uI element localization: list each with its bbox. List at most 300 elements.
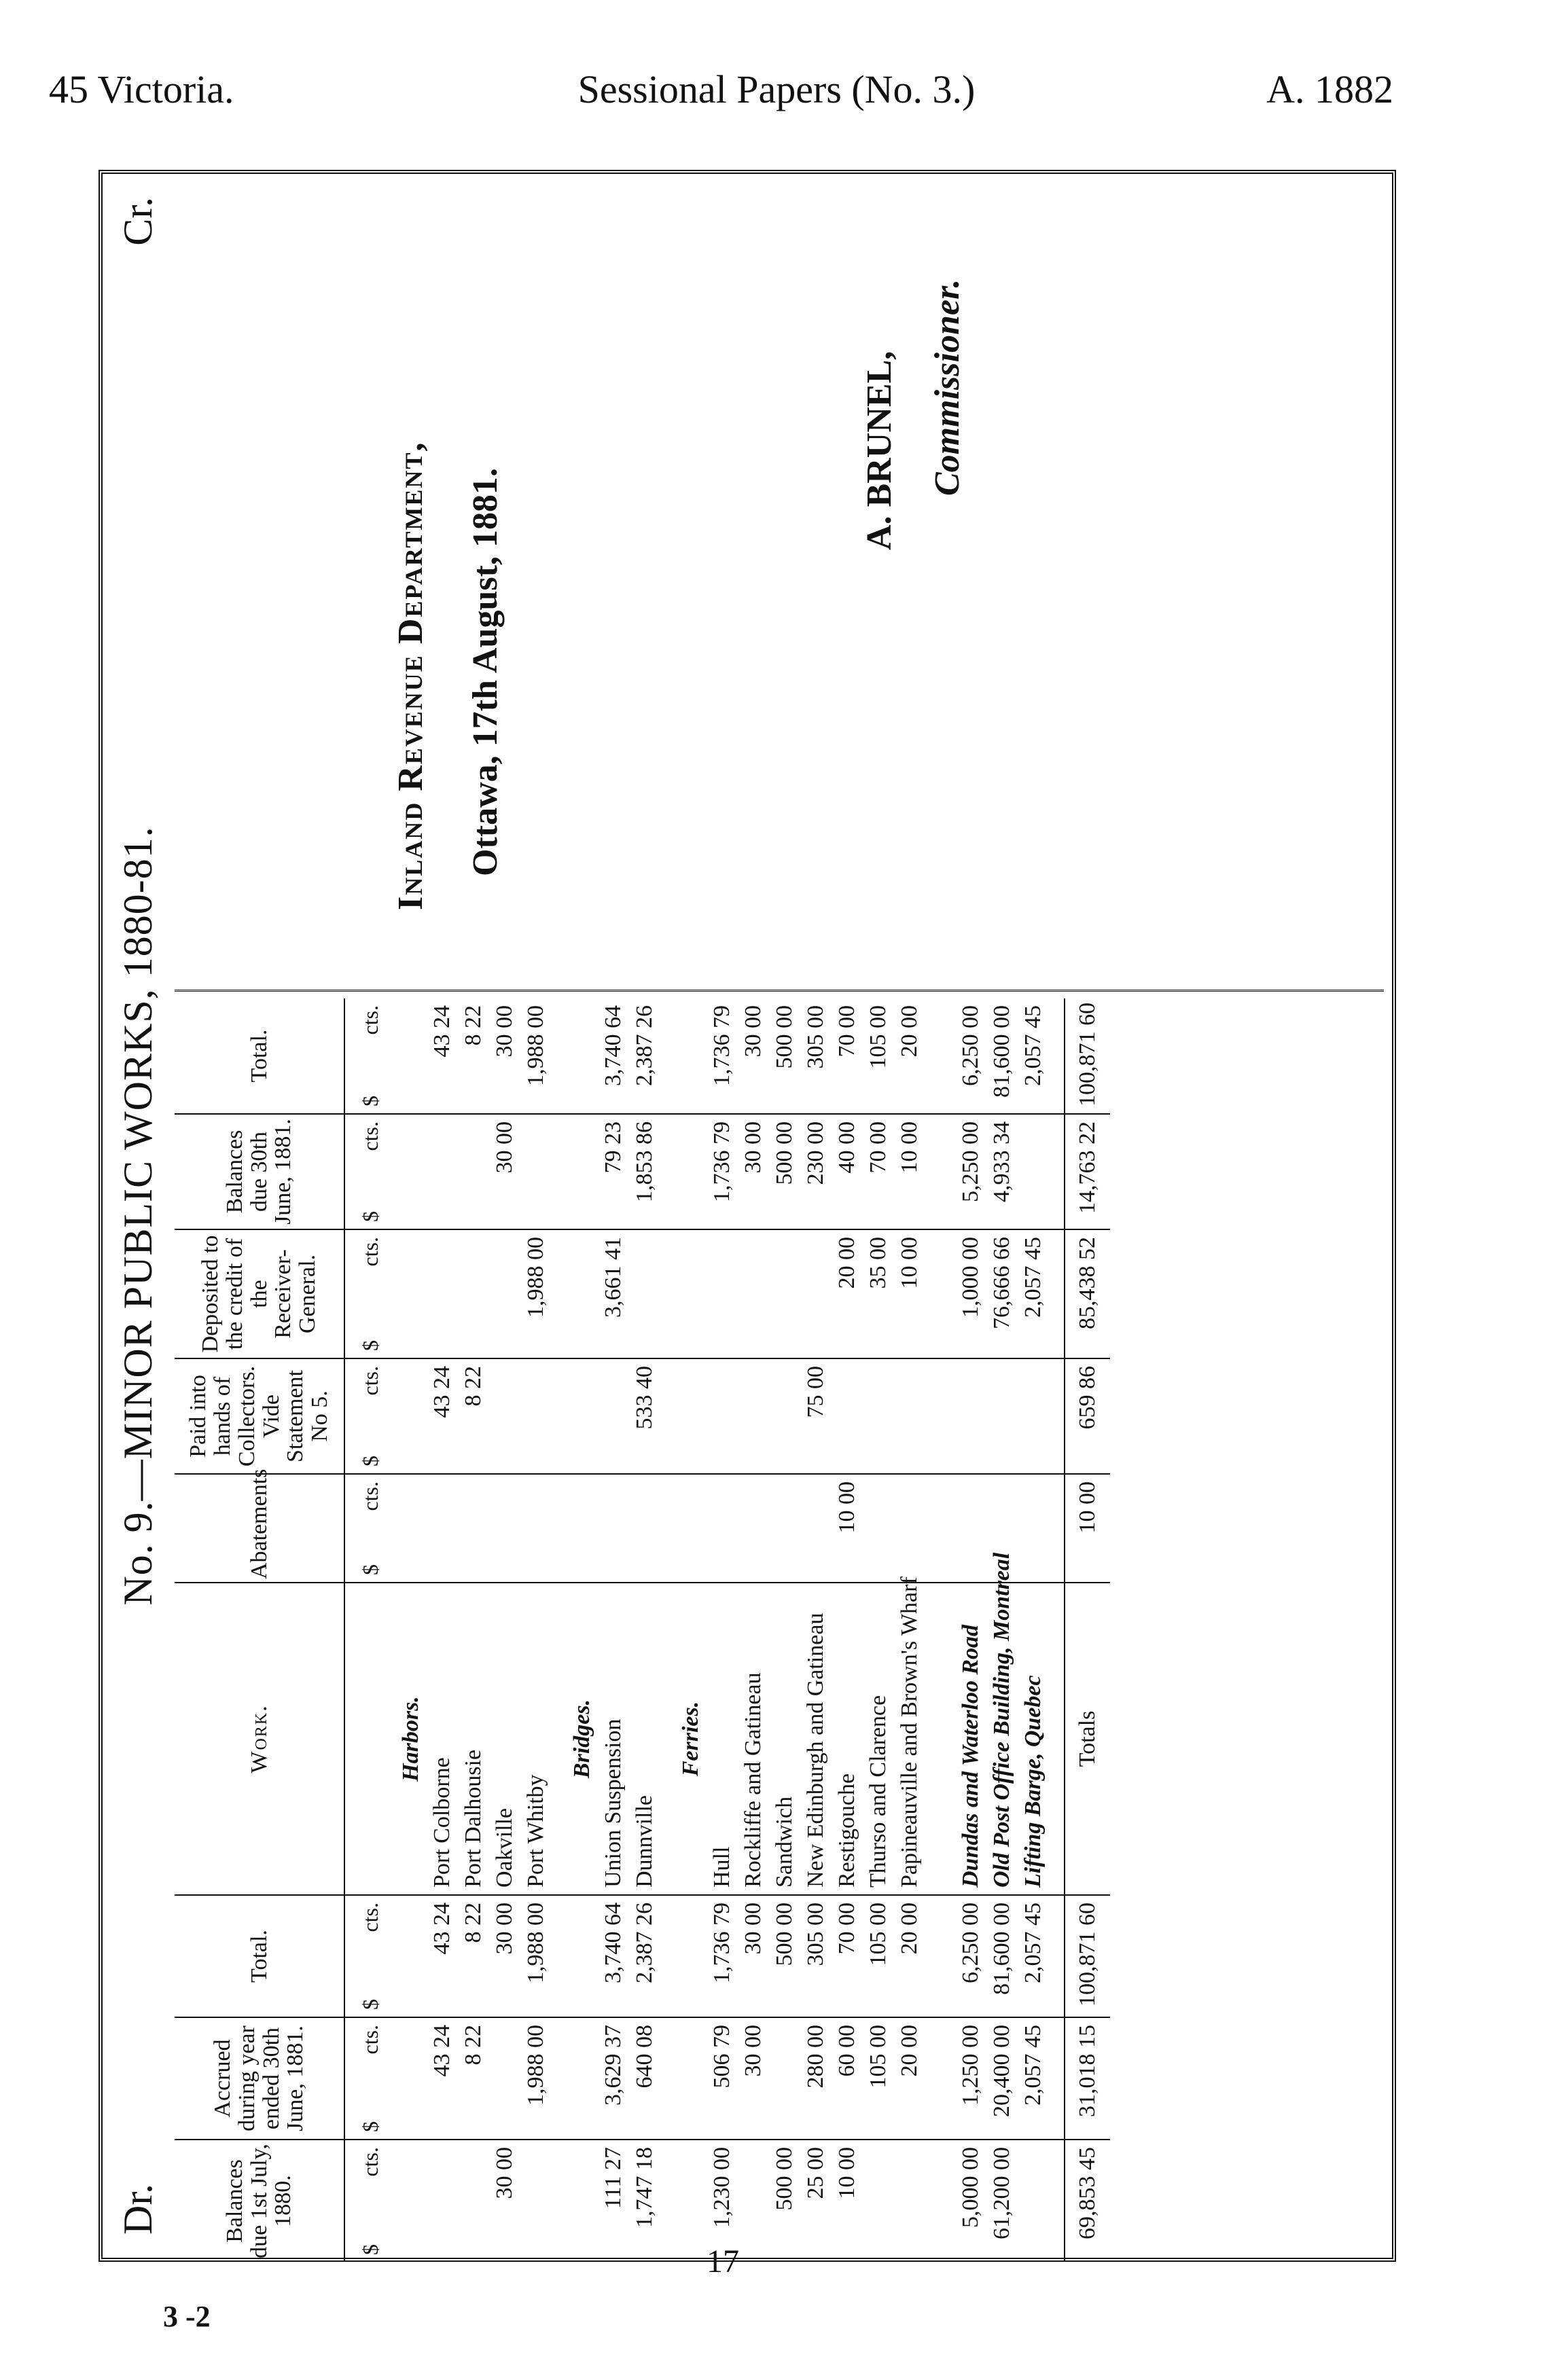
amount-bal1 <box>1018 2140 1049 2262</box>
amount-deposited: 76,666 66 <box>986 1229 1018 1358</box>
amount-accrued: 3,629 37 <box>598 2017 629 2140</box>
work-name: Thurso and Clarence <box>863 1583 894 1895</box>
amount-paid: 43 24 <box>427 1358 458 1474</box>
amount-total1: 500 00 <box>769 1895 800 2017</box>
amount-total2: 81,600 00 <box>989 1005 1014 1098</box>
work-name: Old Post Office Building, Montreal <box>986 1583 1018 1895</box>
work-name: Lifting Barge, Quebec <box>1018 1583 1049 1895</box>
empty-cell <box>552 1114 567 1229</box>
table-row <box>894 998 925 2262</box>
empty-cell <box>395 1474 427 1583</box>
empty-cell <box>395 2017 427 2140</box>
col-balances-30june: Balances due 30th June, 1881. <box>175 1114 344 1229</box>
empty-cell <box>567 1114 598 1229</box>
amount-deposited: 1,988 00 <box>520 1229 552 1358</box>
empty-cell <box>675 2140 707 2262</box>
empty-cell <box>675 998 707 1114</box>
empty-cell <box>1049 2017 1065 2140</box>
empty-cell <box>925 1114 940 1229</box>
empty-cell <box>940 1114 955 1229</box>
amount-total1: 2,057 45 <box>1018 1895 1049 2017</box>
amount-abat <box>738 1474 769 1583</box>
amount-total2: 8 22 <box>461 1005 486 1046</box>
empty-cell <box>675 1229 707 1358</box>
amount-abat <box>863 1474 894 1583</box>
work-name: Union Suspension <box>598 1583 629 1895</box>
work-name: Dunnville <box>629 1583 660 1895</box>
amount-deposited: 2,057 45 <box>1018 1229 1049 1358</box>
amount-total1: 105 00 <box>863 1895 894 2017</box>
units-cell <box>344 998 395 1114</box>
units-cell <box>344 1114 395 1229</box>
amount-bal1: 5,000 00 <box>955 2140 986 2262</box>
empty-cell <box>940 2140 955 2262</box>
amount-total2: 30 00 <box>740 1005 766 1058</box>
amount-accrued: 20,400 00 <box>986 2017 1018 2140</box>
amount-bal1: 500 00 <box>769 2140 800 2262</box>
work-name: New Edinburgh and Gatineau <box>800 1583 832 1895</box>
amount-total2: 500 00 <box>772 1005 797 1069</box>
amount-bal2: 5,250 00 <box>955 1114 986 1229</box>
empty-cell <box>925 1474 940 1583</box>
units-cell <box>344 1895 395 2017</box>
totals-row <box>1065 998 1110 2262</box>
empty-cell <box>940 1583 955 1895</box>
table-row <box>458 998 489 2262</box>
amount-bal2 <box>427 1114 458 1229</box>
amount-abat <box>800 1474 832 1583</box>
amount-paid: 8 22 <box>458 1358 489 1474</box>
section-heading: Harbors. <box>395 1583 427 1895</box>
amount-abat <box>707 1474 738 1583</box>
empty-cell <box>552 1358 567 1474</box>
amount-accrued: 2,057 45 <box>1018 2017 1049 2140</box>
signatory-name: A. BRUNEL, <box>860 350 899 550</box>
dollar-unit: $ <box>357 1456 382 1466</box>
col-total-cr: Total. <box>175 998 344 1114</box>
amount-deposited <box>629 1229 660 1358</box>
empty-cell <box>940 1229 955 1358</box>
dollar-unit: $ <box>357 1564 382 1575</box>
col-work: Work. <box>175 1583 344 1895</box>
amount-total2: 2,387 26 <box>632 1005 657 1086</box>
col-paid-collectors: Paid into hands of Collectors. Vide Statement No 5. <box>175 1358 344 1474</box>
units-row <box>344 998 395 2262</box>
amount-accrued: 43 24 <box>427 2017 458 2140</box>
amount-total1: 20 00 <box>894 1895 925 2017</box>
amount-total2: 105 00 <box>865 1005 891 1069</box>
amount-paid <box>769 1358 800 1474</box>
amount-bal1 <box>738 2140 769 2262</box>
cents-unit: cts. <box>357 1005 382 1035</box>
amount-abat <box>769 1474 800 1583</box>
amount-total2: 30 00 <box>492 1005 517 1058</box>
page-reference: 3 -2 <box>163 2300 211 2333</box>
minor-public-works-table <box>175 998 1110 2262</box>
cents-unit: cts. <box>357 1237 382 1267</box>
amount-bal1: 25 00 <box>800 2140 832 2262</box>
cents-unit: cts. <box>357 2025 382 2055</box>
amount-bal1 <box>863 2140 894 2262</box>
empty-cell <box>925 2140 940 2262</box>
dollar-unit: $ <box>357 1340 382 1351</box>
cents-unit: cts. <box>357 1121 382 1151</box>
amount-abat <box>629 1474 660 1583</box>
work-name: Port Dalhousie <box>458 1583 489 1895</box>
work-name: Restigouche <box>832 1583 863 1895</box>
amount-paid <box>986 1358 1018 1474</box>
empty-cell <box>552 1474 567 1583</box>
cents-unit: cts. <box>357 1366 382 1396</box>
table-row <box>738 998 769 2262</box>
section-heading: Ferries. <box>675 1583 707 1895</box>
empty-cell <box>675 1895 707 2017</box>
dollar-unit: $ <box>357 1999 382 2010</box>
amount-bal2: 4,933 34 <box>986 1114 1018 1229</box>
cents-unit: cts. <box>357 2147 382 2177</box>
empty-cell <box>925 2017 940 2140</box>
total-total1: 100,871 60 <box>1065 1895 1110 2017</box>
table-body <box>344 998 1110 2262</box>
empty-cell <box>552 1229 567 1358</box>
amount-paid: 75 00 <box>800 1358 832 1474</box>
amount-bal1 <box>894 2140 925 2262</box>
empty-cell <box>395 1229 427 1358</box>
empty-cell <box>660 1229 675 1358</box>
table-row <box>629 998 660 2262</box>
empty-cell <box>660 2140 675 2262</box>
work-name: Hull <box>707 1583 738 1895</box>
amount-bal2 <box>458 1114 489 1229</box>
amount-total1: 8 22 <box>458 1895 489 2017</box>
amount-abat <box>1018 1474 1049 1583</box>
rotated-table-page <box>99 170 1396 2262</box>
table-row <box>986 998 1018 2262</box>
amount-total2: 6,250 00 <box>958 1005 983 1086</box>
col-abatements: Abatements <box>175 1474 344 1583</box>
amount-total2: 20 00 <box>897 1005 922 1058</box>
signature-panel <box>175 181 1384 992</box>
debit-label: Dr. <box>115 2184 160 2235</box>
totals-label: Totals <box>1065 1583 1110 1895</box>
amount-accrued <box>769 2017 800 2140</box>
empty-cell <box>675 1114 707 1229</box>
amount-paid <box>520 1358 552 1474</box>
units-cell <box>344 2140 395 2262</box>
amount-paid <box>832 1358 863 1474</box>
empty-cell <box>567 1229 598 1358</box>
amount-deposited <box>738 1229 769 1358</box>
amount-bal2: 500 00 <box>769 1114 800 1229</box>
amount-accrued: 1,988 00 <box>520 2017 552 2140</box>
amount-bal2 <box>1018 1114 1049 1229</box>
empty-cell <box>660 1114 675 1229</box>
amount-total2: 70 00 <box>834 1005 859 1058</box>
amount-accrued <box>489 2017 520 2140</box>
amount-bal2: 1,853 86 <box>629 1114 660 1229</box>
empty-cell <box>660 2017 675 2140</box>
spacer-row <box>660 998 675 2262</box>
amount-bal1: 1,230 00 <box>707 2140 738 2262</box>
empty-cell <box>567 1895 598 2017</box>
amount-bal1 <box>427 2140 458 2262</box>
amount-paid: 533 40 <box>629 1358 660 1474</box>
header-title: Sessional Papers (No. 3.) <box>577 67 976 111</box>
dollar-unit: $ <box>357 1211 382 1222</box>
units-cell <box>344 1229 395 1358</box>
spacer-row <box>1049 998 1065 2262</box>
empty-cell <box>552 1583 567 1895</box>
empty-cell <box>552 998 567 1114</box>
total-bal2: 14,763 22 <box>1065 1114 1110 1229</box>
amount-paid <box>738 1358 769 1474</box>
empty-cell <box>567 1474 598 1583</box>
amount-bal2: 79 23 <box>598 1114 629 1229</box>
amount-total1: 305 00 <box>800 1895 832 2017</box>
col-accrued: Accrued during year ended 30th June, 1881. <box>175 2017 344 2140</box>
amount-abat <box>598 1474 629 1583</box>
amount-deposited: 3,661 41 <box>598 1229 629 1358</box>
amount-deposited <box>707 1229 738 1358</box>
empty-cell <box>925 1895 940 2017</box>
empty-cell <box>1049 2140 1065 2262</box>
spacer-row <box>940 998 955 2262</box>
spacer-row <box>925 998 940 2262</box>
amount-total1: 30 00 <box>738 1895 769 2017</box>
amount-bal1: 1,747 18 <box>629 2140 660 2262</box>
total-accrued: 31,018 15 <box>1065 2017 1110 2140</box>
amount-bal2: 30 00 <box>738 1114 769 1229</box>
amount-accrued: 506 79 <box>707 2017 738 2140</box>
amount-deposited: 10 00 <box>894 1229 925 1358</box>
amount-deposited <box>427 1229 458 1358</box>
empty-cell <box>395 1895 427 2017</box>
amount-paid <box>707 1358 738 1474</box>
empty-cell <box>660 998 675 1114</box>
section-heading: Bridges. <box>567 1583 598 1895</box>
empty-cell <box>552 1895 567 2017</box>
amount-total1: 30 00 <box>489 1895 520 2017</box>
empty-cell <box>395 1358 427 1474</box>
empty-cell <box>1049 1114 1065 1229</box>
amount-total1: 1,988 00 <box>520 1895 552 2017</box>
col-deposited: Deposited to the credit of the Receiver-General. <box>175 1229 344 1358</box>
empty-cell <box>675 1474 707 1583</box>
amount-deposited <box>769 1229 800 1358</box>
units-cell <box>344 1358 395 1474</box>
amount-accrued: 20 00 <box>894 2017 925 2140</box>
amount-total1: 2,387 26 <box>629 1895 660 2017</box>
table-row <box>489 998 520 2262</box>
amount-total1: 81,600 00 <box>986 1895 1018 2017</box>
empty-cell <box>552 2017 567 2140</box>
table-row <box>1018 998 1049 2262</box>
amount-bal1 <box>458 2140 489 2262</box>
empty-cell <box>940 1895 955 2017</box>
units-cell <box>344 1474 395 1583</box>
dollar-unit: $ <box>357 1096 382 1106</box>
amount-paid <box>489 1358 520 1474</box>
dollar-unit: $ <box>357 2244 382 2255</box>
signatory-role: Commissioner. <box>928 278 967 496</box>
total-total2: 100,871 60 <box>1065 998 1110 1114</box>
table-row <box>832 998 863 2262</box>
empty-cell <box>1049 1895 1065 2017</box>
amount-total1: 1,736 79 <box>707 1895 738 2017</box>
amount-accrued: 280 00 <box>800 2017 832 2140</box>
work-name: Port Whitby <box>520 1583 552 1895</box>
table-title: No. 9.—MINOR PUBLIC WORKS, 1880-81. <box>115 826 160 1606</box>
empty-cell <box>1049 1474 1065 1583</box>
amount-abat <box>894 1474 925 1583</box>
amount-abat <box>955 1474 986 1583</box>
table-row <box>955 998 986 2262</box>
amount-accrued: 30 00 <box>738 2017 769 2140</box>
empty-cell <box>940 998 955 1114</box>
empty-cell <box>567 1358 598 1474</box>
empty-cell <box>925 998 940 1114</box>
amount-accrued: 60 00 <box>832 2017 863 2140</box>
empty-cell <box>567 2017 598 2140</box>
amount-abat <box>427 1474 458 1583</box>
amount-deposited <box>458 1229 489 1358</box>
table-row <box>863 998 894 2262</box>
amount-total2: 2,057 45 <box>1020 1005 1046 1086</box>
amount-abat: 10 00 <box>832 1474 863 1583</box>
amount-total1: 70 00 <box>832 1895 863 2017</box>
units-spacer <box>344 1583 395 1895</box>
empty-cell <box>1049 1583 1065 1895</box>
header-session: 45 Victoria. <box>49 67 234 111</box>
page-number: 17 <box>707 2243 739 2279</box>
empty-cell <box>660 1474 675 1583</box>
empty-cell <box>567 998 598 1114</box>
cents-unit: cts. <box>357 1903 382 1932</box>
table-row <box>800 998 832 2262</box>
amount-bal1: 10 00 <box>832 2140 863 2262</box>
amount-accrued: 1,250 00 <box>955 2017 986 2140</box>
amount-total1: 43 24 <box>427 1895 458 2017</box>
amount-bal1 <box>520 2140 552 2262</box>
total-abat: 10 00 <box>1065 1474 1110 1583</box>
amount-bal2: 1,736 79 <box>707 1114 738 1229</box>
col-total-dr: Total. <box>175 1895 344 2017</box>
amount-bal1: 111 27 <box>598 2140 629 2262</box>
amount-deposited: 20 00 <box>832 1229 863 1358</box>
amount-bal1: 61,200 00 <box>986 2140 1018 2262</box>
section-row <box>567 998 598 2262</box>
table-row <box>598 998 629 2262</box>
amount-abat <box>489 1474 520 1583</box>
table-row <box>427 998 458 2262</box>
amount-bal2 <box>520 1114 552 1229</box>
empty-cell <box>395 998 427 1114</box>
empty-cell <box>675 1358 707 1474</box>
amount-bal2: 230 00 <box>800 1114 832 1229</box>
empty-cell <box>925 1358 940 1474</box>
table-row <box>520 998 552 2262</box>
spacer-row <box>552 998 567 2262</box>
amount-paid <box>955 1358 986 1474</box>
amount-deposited <box>800 1229 832 1358</box>
amount-accrued: 8 22 <box>458 2017 489 2140</box>
empty-cell <box>1049 998 1065 1114</box>
amount-abat <box>520 1474 552 1583</box>
empty-cell <box>395 1114 427 1229</box>
amount-total2: 305 00 <box>803 1005 828 1069</box>
total-paid: 659 86 <box>1065 1358 1110 1474</box>
amount-paid <box>598 1358 629 1474</box>
empty-cell <box>675 2017 707 2140</box>
work-name: Sandwich <box>769 1583 800 1895</box>
amount-bal2: 30 00 <box>489 1114 520 1229</box>
work-name: Port Colborne <box>427 1583 458 1895</box>
empty-cell <box>925 1229 940 1358</box>
amount-bal2: 70 00 <box>863 1114 894 1229</box>
units-cell <box>344 2017 395 2140</box>
total-deposited: 85,438 52 <box>1065 1229 1110 1358</box>
amount-abat <box>458 1474 489 1583</box>
section-row <box>675 998 707 2262</box>
amount-total1: 6,250 00 <box>955 1895 986 2017</box>
amount-deposited <box>489 1229 520 1358</box>
dollar-unit: $ <box>357 2121 382 2132</box>
work-name: Rockliffe and Gatineau <box>738 1583 769 1895</box>
amount-bal2: 10 00 <box>894 1114 925 1229</box>
empty-cell <box>1049 1358 1065 1474</box>
total-bal1: 69,853 45 <box>1065 2140 1110 2262</box>
col-balances-due: Balances due 1st July, 1880. <box>175 2140 344 2262</box>
amount-bal1: 30 00 <box>489 2140 520 2262</box>
amount-total1: 3,740 64 <box>598 1895 629 2017</box>
signature-date: Ottawa, 17th August, 1881. <box>466 468 505 876</box>
amount-total2: 1,988 00 <box>523 1005 548 1086</box>
amount-total2: 1,736 79 <box>709 1005 734 1086</box>
amount-bal2: 40 00 <box>832 1114 863 1229</box>
section-row <box>395 998 427 2262</box>
work-name: Papineauville and Brown's Wharf <box>894 1583 925 1895</box>
amount-deposited: 1,000 00 <box>955 1229 986 1358</box>
empty-cell <box>940 1358 955 1474</box>
department-name: Inland Revenue Department, <box>391 441 430 910</box>
empty-cell <box>660 1895 675 2017</box>
empty-cell <box>940 1474 955 1583</box>
empty-cell <box>925 1583 940 1895</box>
empty-cell <box>552 2140 567 2262</box>
header-year: A. 1882 <box>1266 67 1393 111</box>
amount-deposited: 35 00 <box>863 1229 894 1358</box>
table-row <box>707 998 738 2262</box>
empty-cell <box>1049 1229 1065 1358</box>
amount-accrued: 640 08 <box>629 2017 660 2140</box>
work-name: Dundas and Waterloo Road <box>955 1583 986 1895</box>
empty-cell <box>395 2140 427 2262</box>
amount-total2: 43 24 <box>429 1005 454 1058</box>
amount-paid <box>894 1358 925 1474</box>
cents-unit: cts. <box>357 1481 382 1511</box>
empty-cell <box>567 2140 598 2262</box>
amount-paid <box>863 1358 894 1474</box>
table-row <box>769 998 800 2262</box>
amount-paid <box>1018 1358 1049 1474</box>
amount-total2: 3,740 64 <box>601 1005 626 1086</box>
empty-cell <box>940 2017 955 2140</box>
credit-label: Cr. <box>115 197 160 246</box>
empty-cell <box>660 1358 675 1474</box>
work-name: Oakville <box>489 1583 520 1895</box>
empty-cell <box>660 1583 675 1895</box>
amount-accrued: 105 00 <box>863 2017 894 2140</box>
